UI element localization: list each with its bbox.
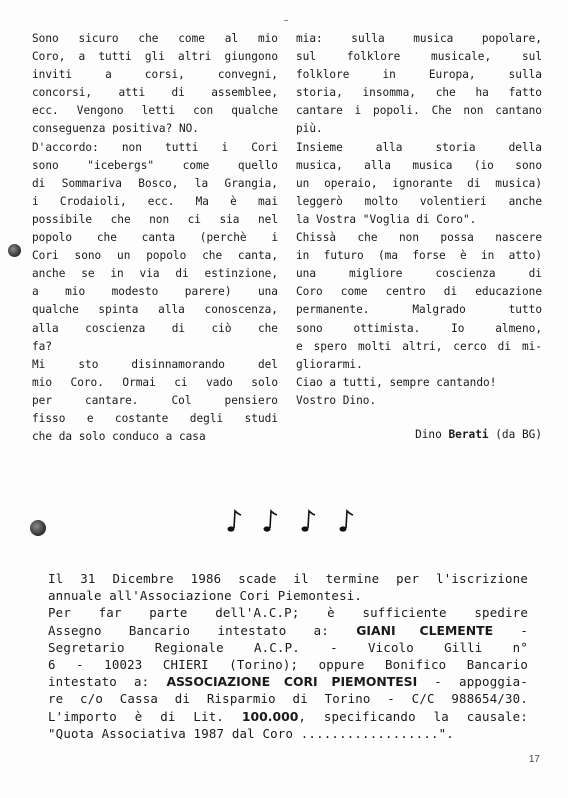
text-line: di Sommariva Bosco, la Grangia, bbox=[32, 176, 278, 190]
eighth-note-icon bbox=[264, 511, 278, 532]
text-line: in futuro (ma forse è in atto) bbox=[296, 249, 542, 263]
notice-line: Segretario Regionale A.C.P. - Vicolo Gilli n° bbox=[48, 639, 528, 655]
text-line: popolo che canta (perchè i bbox=[32, 231, 278, 245]
text-line: per cantare. Col pensiero bbox=[32, 393, 278, 407]
eighth-note-icon bbox=[340, 511, 354, 532]
text-line: Cori sono un popolo che canta, bbox=[32, 249, 278, 263]
notice-line: annuale all'Associazione Cori Piemontesi. bbox=[48, 588, 363, 604]
punch-hole-icon bbox=[8, 244, 21, 257]
notice-line: "Quota Associativa 1987 dal Coro ..................". bbox=[48, 725, 454, 741]
text-line: fisso e costante degli studi bbox=[32, 411, 278, 425]
membership-notice bbox=[48, 570, 528, 742]
music-notes-divider bbox=[225, 505, 365, 535]
text-line: e spero molti altri, cerco di mi- bbox=[296, 339, 542, 353]
text-line: che da solo conduco a casa bbox=[32, 430, 206, 444]
notice-line bbox=[48, 708, 528, 725]
text-line: Vostro Dino. bbox=[296, 393, 377, 407]
text-line: possibile che non ci sia nel bbox=[32, 212, 278, 226]
punch-hole-icon bbox=[30, 520, 46, 536]
text-line: una migliore coscienza di bbox=[296, 267, 542, 281]
notice-line bbox=[48, 673, 528, 690]
notice-line: Per far parte dell'A.C.P; è sufficiente spedire bbox=[48, 605, 528, 621]
text-line: D'accordo: non tutti i Cori bbox=[32, 140, 278, 154]
signature-surname: Berati bbox=[448, 428, 489, 441]
crop-mark bbox=[284, 20, 288, 21]
signature bbox=[300, 428, 542, 441]
notice-text: - bbox=[493, 622, 528, 638]
notice-text: - appoggia- bbox=[417, 674, 528, 690]
text-line: concorsi, atti di assemblee, bbox=[32, 86, 278, 100]
text-line: sono ottimista. Io almeno, bbox=[296, 321, 542, 335]
left-column bbox=[32, 30, 278, 446]
text-line: folklore in Europa, sulla bbox=[296, 68, 542, 82]
text-line: leggerò molto volentieri anche bbox=[296, 194, 542, 208]
text-line: sul folklore musicale, sul bbox=[296, 50, 542, 64]
text-line: alla coscienza di ciò che bbox=[32, 321, 278, 335]
text-line: qualche spinta alla conoscenza, bbox=[32, 303, 278, 317]
fee-amount: 100.000 bbox=[241, 708, 299, 724]
recipient-name: GIANI CLEMENTE bbox=[356, 622, 494, 638]
notice-text: , specificando la causale: bbox=[298, 708, 528, 724]
text-line: Sono sicuro che come al mio bbox=[32, 32, 278, 45]
text-line: Coro, a tutti gli altri giungono bbox=[32, 50, 278, 64]
notice-line: 6 - 10023 CHIERI (Torino); oppure Bonifico Bancario bbox=[48, 657, 528, 673]
text-line: Coro come centro di educazione bbox=[296, 285, 542, 299]
notice-line: Il 31 Dicembre 1986 scade il termine per l'iscrizione bbox=[48, 571, 528, 586]
text-line: Mi sto disinnamorando del bbox=[32, 357, 278, 371]
notice-line bbox=[48, 622, 528, 639]
signature-source: (da BG) bbox=[488, 428, 542, 441]
text-line: Chissà che non possa nascere bbox=[296, 231, 542, 245]
text-line: gliorarmi. bbox=[296, 357, 363, 371]
signature-first-name: Dino bbox=[415, 428, 449, 441]
text-line: un operaio, ignorante di musica) bbox=[296, 176, 542, 190]
text-line: Ciao a tutti, sempre cantando! bbox=[296, 375, 497, 389]
text-line: fa? bbox=[32, 339, 53, 353]
text-line: musica, alla musica (io sono bbox=[296, 158, 542, 172]
notice-text: Assegno Bancario intestato a: bbox=[48, 622, 357, 638]
eighth-note-icon bbox=[228, 511, 242, 532]
text-line: sono "icebergs" come quello bbox=[32, 158, 278, 172]
text-line: conseguenza positiva? NO. bbox=[32, 122, 199, 136]
text-line: anche se in via di estinzione, bbox=[32, 267, 278, 281]
text-line: a mio modesto parere) una bbox=[32, 285, 278, 299]
text-line: storia, insomma, che ha fatto bbox=[296, 86, 542, 100]
page-number: 17 bbox=[528, 754, 540, 765]
text-line: mio Coro. Ormai ci vado solo bbox=[32, 375, 278, 389]
text-line: inviti a corsi, convegni, bbox=[32, 68, 278, 82]
text-line: i Crodaioli, ecc. Ma è mai bbox=[32, 194, 278, 208]
text-line: Insieme alla storia della bbox=[296, 140, 542, 154]
right-column bbox=[296, 30, 542, 410]
text-line: ecc. Vengono letti con qualche bbox=[32, 104, 278, 118]
text-line: la Vostra "Voglia di Coro". bbox=[296, 212, 477, 226]
text-line: permanente. Malgrado tutto bbox=[296, 303, 542, 317]
notice-text: intestato a: bbox=[48, 674, 167, 690]
text-line: cantare i popoli. Che non cantano bbox=[296, 104, 542, 118]
text-line: più. bbox=[296, 122, 323, 136]
notice-line: re c/o Cassa di Risparmio di Torino - C/C 988654/30. bbox=[48, 691, 528, 707]
text-line: mia: sulla musica popolare, bbox=[296, 32, 542, 45]
eighth-note-icon bbox=[302, 511, 316, 532]
notice-text: L'importo è di Lit. bbox=[48, 708, 242, 724]
association-name: ASSOCIAZIONE CORI PIEMONTESI bbox=[166, 674, 418, 690]
